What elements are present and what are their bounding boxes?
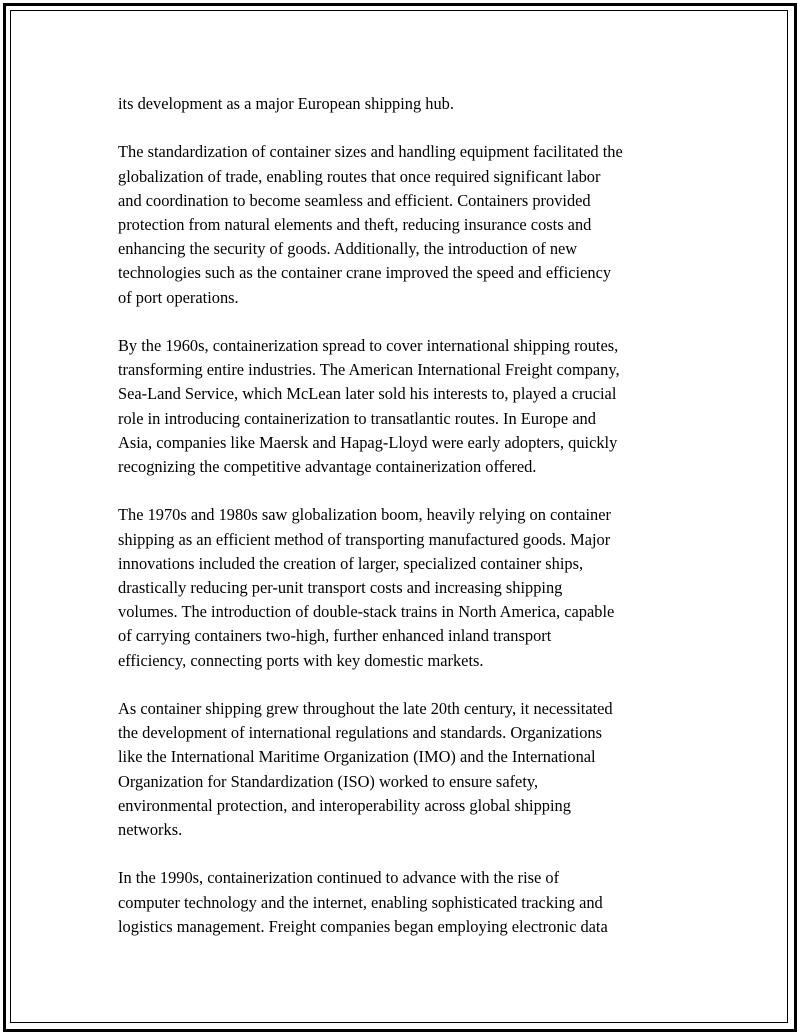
paragraph-5: As container shipping grew throughout the late 20th century, it necessitated the development of international regulations and standards. Organizations like the International Maritime Organization (IMO) and the International Organization for Standardization (ISO) worked to ensure safety, environmental protection, and interoperability across global shipping networks. (118, 699, 613, 840)
paragraph-4: The 1970s and 1980s saw globalization boom, heavily relying on container shipping as an efficient method of transporting manufactured goods. Major innovations included the creation of larger, specialized container ships, drastically reducing per-unit transport costs and increasing shipping volumes. The introduction of double-stack trains in North America, capable of carrying containers two-high, further enhanced inland transport efficiency, connecting ports with key domestic markets. (118, 505, 615, 670)
paragraph-1: its development as a major European shipping hub. (118, 94, 454, 113)
document-body (118, 92, 690, 963)
paragraph-6: In the 1990s, containerization continued to advance with the rise of computer technology and the internet, enabling sophisticated tracking and logistics management. Freight companies began employing electronic data (118, 868, 608, 936)
paragraph-3: By the 1960s, containerization spread to cover international shipping routes, transforming entire industries. The American International Freight company, Sea-Land Service, which McLean later sold his interests to, played a crucial role in introducing containerization to transatlantic routes. In Europe and Asia, companies like Maersk and Hapag-Lloyd were early adopters, quickly recognizing the competitive advantage containerization offered. (118, 336, 620, 477)
paragraph-2: The standardization of container sizes and handling equipment facilitated the globalization of trade, enabling routes that once required significant labor and coordination to become seamless and efficient. Containers provided protection from natural elements and theft, reducing insurance costs and enhancing the security of goods. Additionally, the introduction of new technologies such as the container crane improved the speed and efficiency of port operations. (118, 142, 623, 307)
